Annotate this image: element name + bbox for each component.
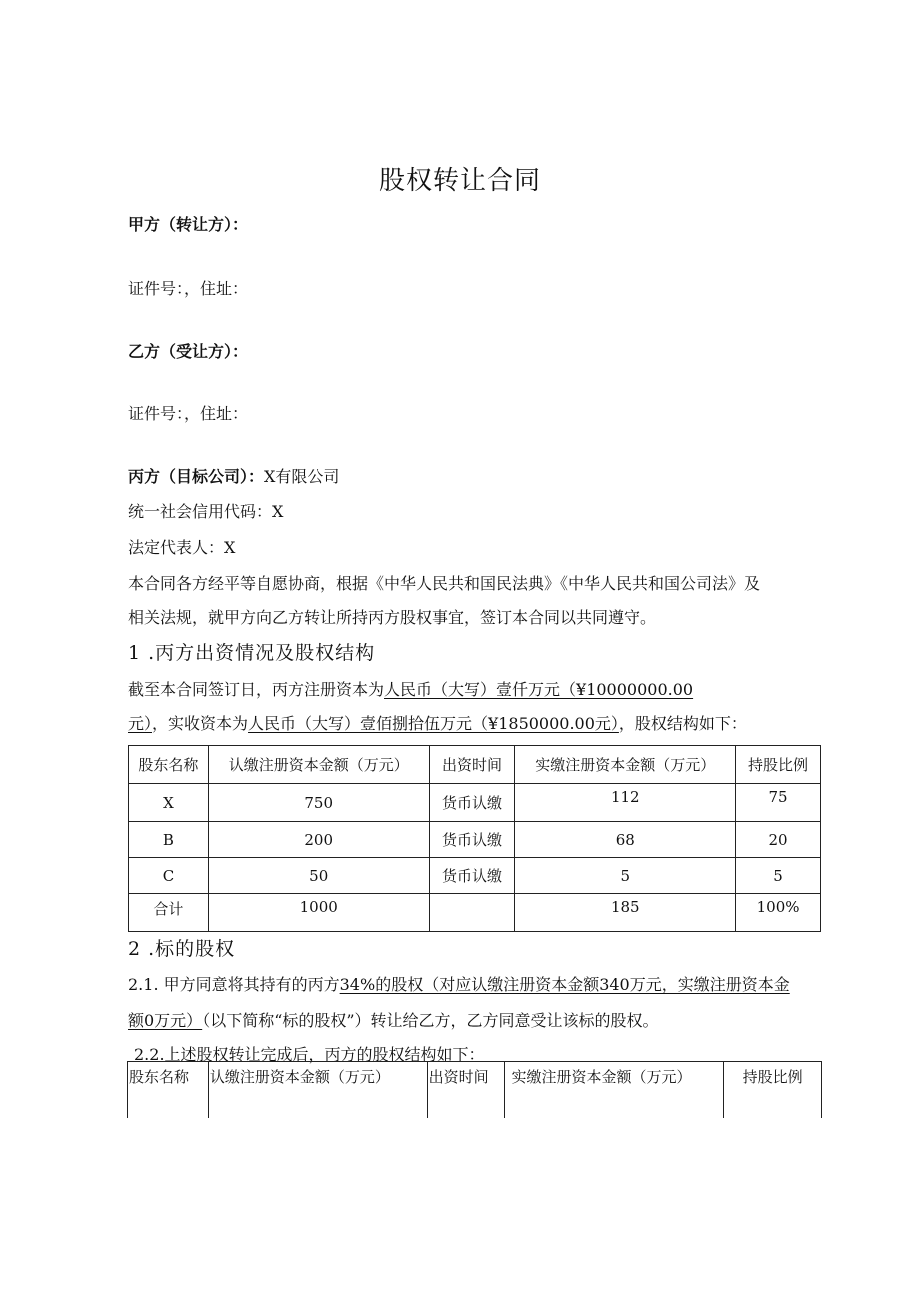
- registered-capital-prefix: 截至本合同签订日，丙方注册资本为: [128, 680, 385, 699]
- structure-intro: ，股权结构如下：: [618, 714, 747, 733]
- table-header-cell: 认缴注册资本金额（万元）: [208, 746, 429, 784]
- section-1-line-2: [128, 711, 747, 734]
- table-cell: 68: [515, 822, 736, 858]
- table-header-cell: 出资时间: [429, 746, 515, 784]
- table-cell: [429, 894, 515, 932]
- table-cell: C: [129, 858, 209, 894]
- table-cell: 75: [736, 784, 821, 822]
- table-cell: 185: [515, 894, 736, 932]
- table-row: [129, 822, 821, 858]
- table-header-cell: 实缴注册资本金额（万元）: [505, 1062, 724, 1118]
- table-header-cell: 出资时间: [427, 1062, 505, 1118]
- table-cell: 100%: [736, 894, 821, 932]
- preamble-line-1: 本合同各方经平等自愿协商，根据《中华人民共和国民法典》《中华人民共和国公司法》及: [128, 574, 761, 593]
- table-cell: 货币认缴: [429, 858, 515, 894]
- registered-capital-amount: 人民币（大写）壹仟万元（¥10000000.00: [384, 680, 694, 699]
- paid-capital-prefix: ，实收资本为: [152, 714, 249, 733]
- registered-capital-amount-end: 元）: [128, 714, 153, 733]
- clause-2-1-line-1: [128, 972, 790, 995]
- table-cell: 1000: [208, 894, 429, 932]
- table-header-cell: 认缴注册资本金额（万元）: [208, 1062, 427, 1118]
- table-header-cell: 股东名称: [129, 746, 209, 784]
- table-header-cell: 实缴注册资本金额（万元）: [515, 746, 736, 784]
- table-cell: 50: [208, 858, 429, 894]
- clause-2-2: 2.2.上述股权转让完成后，丙方的股权结构如下：: [134, 1045, 485, 1064]
- table-row: [129, 784, 821, 822]
- table-header-cell: 持股比例: [724, 1062, 822, 1118]
- table-cell: X: [129, 784, 209, 822]
- table-cell: 5: [736, 858, 821, 894]
- table-header-row: [129, 746, 821, 784]
- page-title: 股权转让合同: [378, 166, 541, 196]
- party-c-name: X有限公司: [264, 467, 340, 486]
- party-b-label: 乙方（受让方）：: [128, 342, 249, 361]
- post-transfer-structure-table: [127, 1061, 822, 1118]
- legal-representative: 法定代表人：X: [128, 538, 236, 557]
- table-cell: 750: [208, 784, 429, 822]
- section-1-heading: 1 .丙方出资情况及股权结构: [128, 642, 376, 664]
- table-header-cell: 股东名称: [128, 1062, 209, 1118]
- table-row: [129, 858, 821, 894]
- preamble-line-2: 相关法规，就甲方向乙方转让所持丙方股权事宜，签订本合同以共同遵守。: [128, 608, 657, 627]
- table-cell: 货币认缴: [429, 784, 515, 822]
- section-2-heading: 2 .标的股权: [128, 938, 236, 960]
- table-cell: B: [129, 822, 209, 858]
- table-header-row: [128, 1062, 822, 1118]
- target-equity-description: 34%的股权（对应认缴注册资本金额340万元，实缴注册资本金: [339, 975, 790, 994]
- party-a-id-line: 证件号：，住址：: [128, 279, 249, 298]
- party-c-line: [128, 464, 339, 487]
- table-cell: 货币认缴: [429, 822, 515, 858]
- clause-2-1-line-2: [128, 1008, 659, 1031]
- party-a-label: 甲方（转让方）：: [128, 215, 249, 234]
- table-total-row: [129, 894, 821, 932]
- table-cell: 5: [515, 858, 736, 894]
- equity-structure-table: [128, 745, 821, 932]
- clause-2-1-prefix: 2.1. 甲方同意将其持有的丙方: [128, 975, 340, 994]
- table-cell: 20: [736, 822, 821, 858]
- credit-code: 统一社会信用代码：X: [128, 502, 284, 521]
- table-cell: 合计: [129, 894, 209, 932]
- table-cell: 112: [515, 784, 736, 822]
- section-1-line-1: [128, 677, 693, 700]
- paid-capital-amount: 人民币（大写）壹佰捌拾伍万元（¥1850000.00元）: [248, 714, 619, 733]
- target-equity-description-end: 额0万元）: [128, 1011, 203, 1030]
- party-b-id-line: 证件号：，住址：: [128, 404, 249, 423]
- table-header-cell: 持股比例: [736, 746, 821, 784]
- table-cell: 200: [208, 822, 429, 858]
- clause-2-1-rest: （以下简称“标的股权”）转让给乙方，乙方同意受让该标的股权。: [202, 1011, 659, 1030]
- party-c-label: 丙方（目标公司）：: [128, 467, 265, 486]
